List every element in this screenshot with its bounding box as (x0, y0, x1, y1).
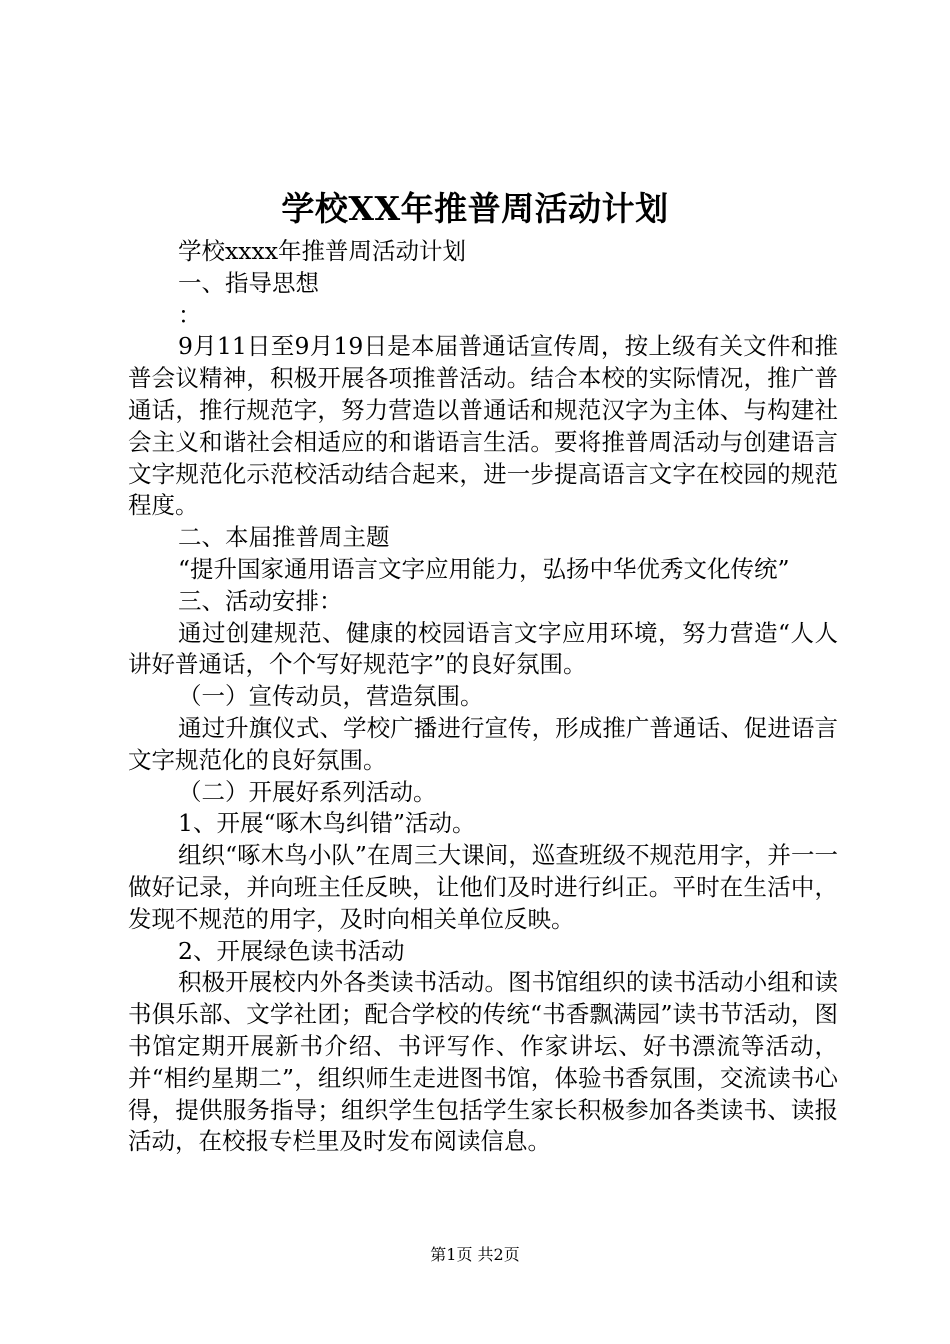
heading-activities: （二）开展好系列活动。 (178, 777, 437, 806)
heading-guiding-thought: 一、指导思想 (178, 268, 319, 297)
paragraph-subtitle: 学校xxxx年推普周活动计划 (178, 237, 467, 265)
paragraph-theme: “提升国家通用语言文字应用能力，弘扬中华优秀文化传统” (178, 554, 790, 583)
heading-theme: 二、本届推普周主题 (178, 523, 390, 552)
paragraph-arrangement: 通过创建规范、健康的校园语言文字应用环境，努力营造“人人讲好普通话，个个写好规范字”的良好氛围。 (128, 618, 838, 679)
heading-publicity: （一）宣传动员，营造氛围。 (178, 682, 484, 711)
paragraph-publicity: 通过升旗仪式、学校广播进行宣传，形成推广普通话、促进语言文字规范化的良好氛围。 (128, 713, 838, 774)
paragraph-woodpecker: 组织“啄木鸟小队”在周三大课间，巡查班级不规范用字，并一一做好记录，并向班主任反映，让他们及时进行纠正。平时在生活中，发现不规范的用字，及时向相关单位反映。 (128, 841, 838, 933)
heading-woodpecker: 1、开展“啄木鸟纠错”活动。 (178, 809, 476, 838)
document-body (128, 236, 838, 1158)
heading-reading: 2、开展绿色读书活动 (178, 936, 405, 965)
heading-arrangement: 三、活动安排： (178, 586, 343, 615)
document-title: 学校XX年推普周活动计划 (281, 189, 669, 228)
paragraph-colon: ： (178, 300, 202, 329)
paragraph-reading: 积极开展校内外各类读书活动。图书馆组织的读书活动小组和读书俱乐部、文学社团；配合学校的传统“书香飘满园”读书节活动，图书馆定期开展新书介绍、书评写作、作家讲坛、好书漂流等活动，并“相约星期二”，组织师生走进图书馆，体验书香氛围，交流读书心得，提供服务指导；组织学生包括学生家长积极参加各类读书、读报活动，在校报专栏里及时发布阅读信息。 (128, 968, 838, 1156)
page-footer: 第1页 共2页 (430, 1245, 520, 1264)
paragraph-intro: 9月11日至9月19日是本届普通话宣传周，按上级有关文件和推普会议精神，积极开展各项推普活动。结合本校的实际情况，推广普通话，推行规范字，努力营造以普通话和规范汉字为主体、与构建社会主义和谐社会相适应的和谐语言生活。要将推普周活动与创建语言文字规范化示范校活动结合起来，进一步提高语言文字在校园的规范程度。 (128, 332, 838, 520)
